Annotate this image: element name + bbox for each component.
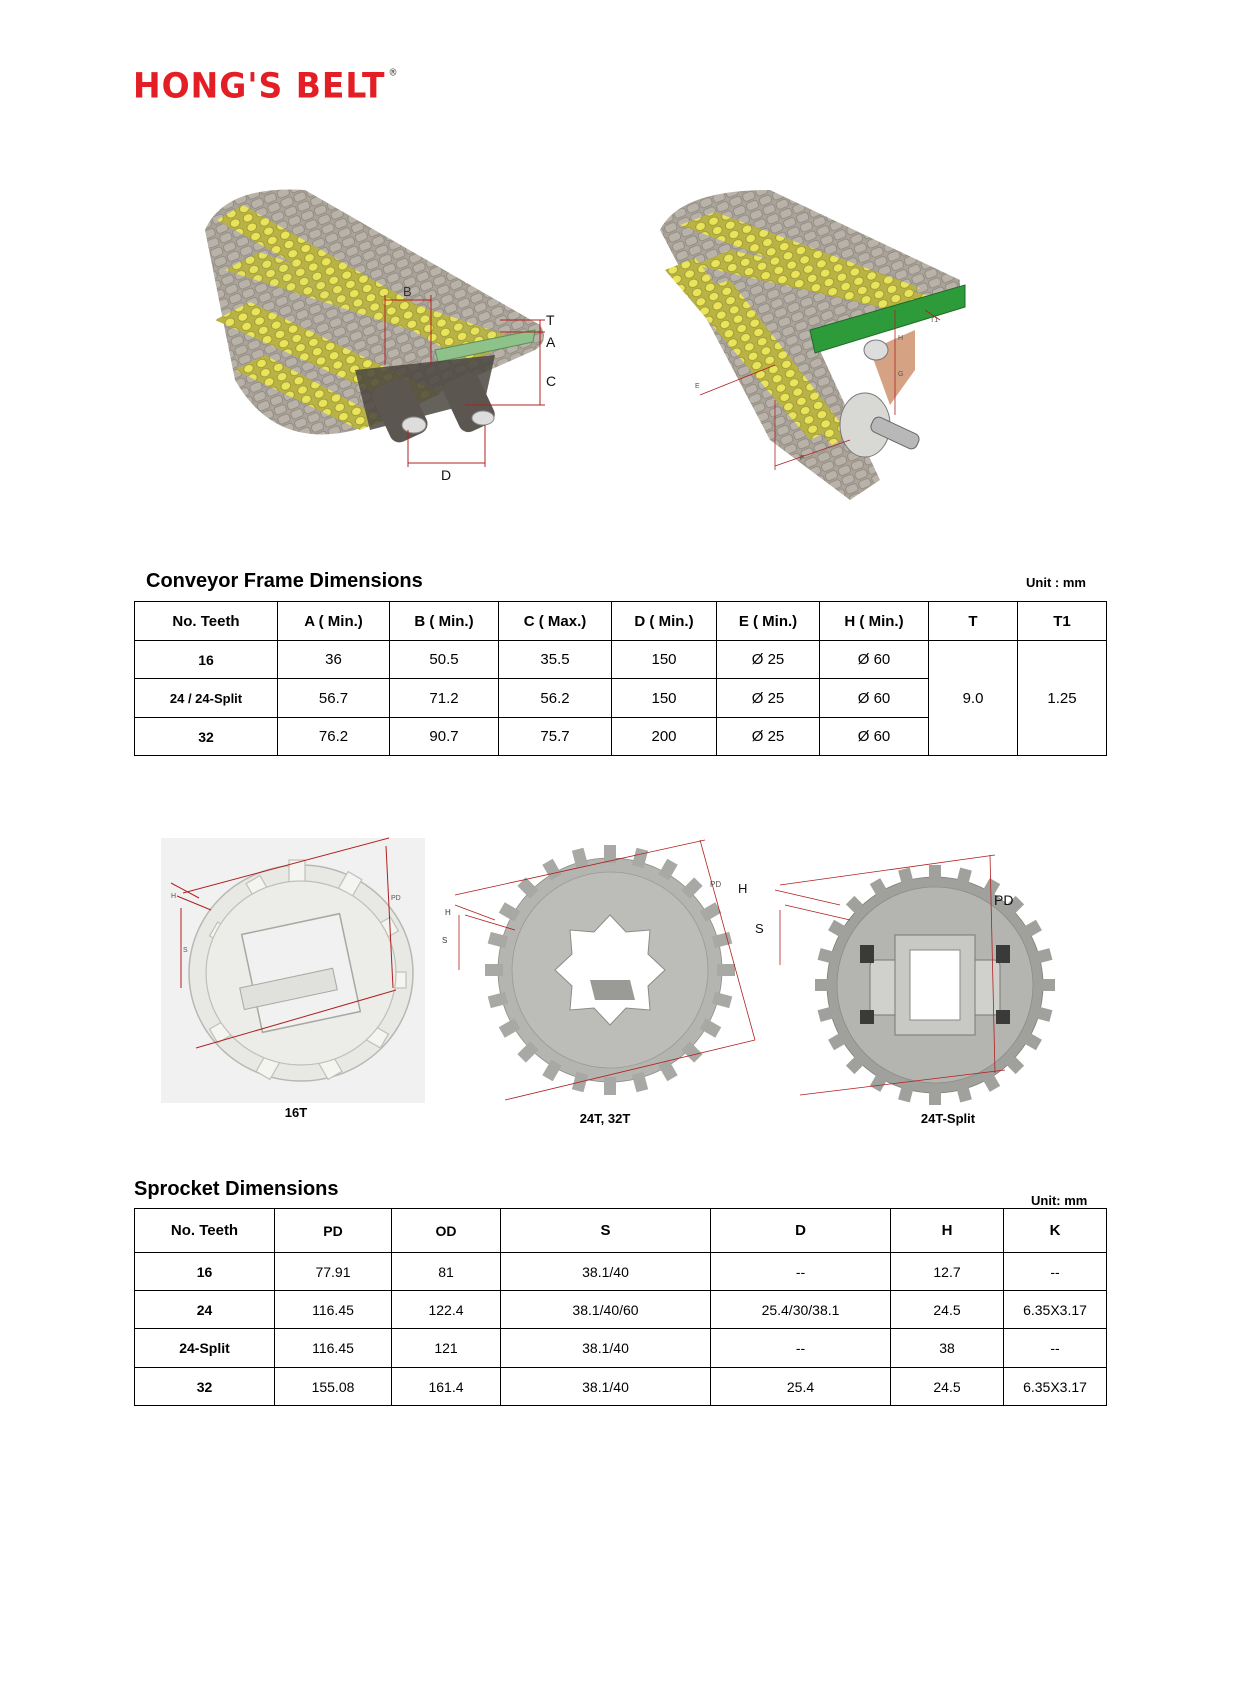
header-h-min: H ( Min.): [820, 602, 929, 641]
cell-a: 36: [278, 641, 390, 679]
sprocket-dimensions-table: [134, 1208, 1107, 1406]
cell-pd: 155.08: [275, 1368, 392, 1406]
pd-label-24t-split: PD: [994, 892, 1014, 908]
cell-s: 38.1/40/60: [501, 1291, 711, 1329]
cell-c: 56.2: [499, 679, 612, 718]
cell-od: 122.4: [392, 1291, 501, 1329]
dim-label-h: H: [898, 335, 904, 342]
pd-label-24t: PD: [710, 880, 722, 889]
sprocket-header-row: [135, 1209, 1107, 1253]
s-label-24t-split: S: [755, 921, 764, 936]
h-label-16t: H: [171, 893, 177, 900]
sprocket-section-title: Sprocket Dimensions: [134, 1178, 339, 1200]
cell-d: 200: [612, 718, 717, 756]
header-no-teeth: No. Teeth: [135, 602, 278, 641]
caption-24t-split: 24T-Split: [920, 1111, 976, 1126]
cell-k: 6.35X3.17: [1004, 1291, 1107, 1329]
header-b-min: B ( Min.): [390, 602, 499, 641]
table-row: [135, 1368, 1107, 1406]
sprocket-figure-24t-32t: [442, 840, 785, 1100]
belt-illustration-left: [195, 180, 615, 510]
header-t1: T1: [1018, 602, 1107, 641]
cell-h: Ø 60: [820, 679, 929, 718]
cell-d: 25.4/30/38.1: [711, 1291, 891, 1329]
cell-d: --: [711, 1329, 891, 1368]
cell-e: Ø 25: [717, 641, 820, 679]
cell-k: 6.35X3.17: [1004, 1368, 1107, 1406]
brand-name: HONG'S BELT: [133, 64, 386, 106]
cell-h: Ø 60: [820, 718, 929, 756]
cell-h: 38: [891, 1329, 1004, 1368]
cell-od: 161.4: [392, 1368, 501, 1406]
cell-d: 150: [612, 641, 717, 679]
dim-label-b: B: [403, 284, 412, 299]
brand-logo: [133, 64, 399, 109]
cell-d: 25.4: [711, 1368, 891, 1406]
table-row: [135, 1329, 1107, 1368]
cell-e: Ø 25: [717, 679, 820, 718]
sprocket-unit-label: Unit: mm: [1031, 1193, 1088, 1208]
registered-mark: ®: [388, 68, 399, 79]
cell-h: 24.5: [891, 1291, 1004, 1329]
table-row: [135, 1253, 1107, 1291]
conveyor-dimensions-table: [134, 601, 1107, 756]
belt-illustration-right: [640, 170, 990, 510]
cell-b: 71.2: [390, 679, 499, 718]
table-row: [135, 641, 1107, 679]
header-pd: PD: [275, 1209, 392, 1253]
cell-c: 35.5: [499, 641, 612, 679]
cell-s: 38.1/40: [501, 1253, 711, 1291]
sprocket-figure-24t-split: [738, 855, 1100, 1105]
cell-k: --: [1004, 1253, 1107, 1291]
cell-pd: 116.45: [275, 1291, 392, 1329]
dim-label-t: T: [546, 312, 555, 328]
row-teeth: 32: [135, 1368, 275, 1406]
cell-e: Ø 25: [717, 718, 820, 756]
cell-t: 9.0: [929, 641, 1018, 756]
caption-16t: 16T: [284, 1105, 308, 1120]
h-label-24t-split: H: [738, 881, 748, 896]
conveyor-unit-label: Unit : mm: [1026, 575, 1086, 590]
table-row: [135, 1291, 1107, 1329]
row-teeth: 24: [135, 1291, 275, 1329]
caption-24t-32t: 24T, 32T: [579, 1111, 631, 1126]
header-t: T: [929, 602, 1018, 641]
cell-t1: 1.25: [1018, 641, 1107, 756]
dim-label-f: F: [800, 455, 805, 462]
row-teeth: 24-Split: [135, 1329, 275, 1368]
cell-h: 12.7: [891, 1253, 1004, 1291]
cell-a: 76.2: [278, 718, 390, 756]
dim-label-a: A: [546, 334, 556, 350]
dim-label-t1: T1: [930, 317, 939, 324]
row-teeth: 24 / 24-Split: [135, 679, 278, 718]
header-s: S: [501, 1209, 711, 1253]
header-a-min: A ( Min.): [278, 602, 390, 641]
s-label-24t: S: [442, 936, 448, 945]
header-c-max: C ( Max.): [499, 602, 612, 641]
cell-k: --: [1004, 1329, 1107, 1368]
cell-a: 56.7: [278, 679, 390, 718]
row-teeth: 32: [135, 718, 278, 756]
cell-od: 81: [392, 1253, 501, 1291]
cell-s: 38.1/40: [501, 1368, 711, 1406]
header-k: K: [1004, 1209, 1107, 1253]
cell-pd: 77.91: [275, 1253, 392, 1291]
cell-d: --: [711, 1253, 891, 1291]
cell-h: 24.5: [891, 1368, 1004, 1406]
conveyor-header-row: [135, 602, 1107, 641]
cell-c: 75.7: [499, 718, 612, 756]
header-h: H: [891, 1209, 1004, 1253]
sprocket-figure-16t: [161, 838, 425, 1103]
pd-label-16t: PD: [391, 895, 401, 902]
row-teeth: 16: [135, 1253, 275, 1291]
header-no-teeth: No. Teeth: [135, 1209, 275, 1253]
conveyor-section-title: Conveyor Frame Dimensions: [146, 570, 423, 592]
row-teeth: 16: [135, 641, 278, 679]
dim-label-d: D: [441, 467, 452, 483]
cell-s: 38.1/40: [501, 1329, 711, 1368]
cell-b: 90.7: [390, 718, 499, 756]
cell-b: 50.5: [390, 641, 499, 679]
header-od: OD: [392, 1209, 501, 1253]
dim-label-c: C: [546, 373, 557, 389]
s-label-16t: S: [183, 947, 188, 954]
header-d-min: D ( Min.): [612, 602, 717, 641]
cell-d: 150: [612, 679, 717, 718]
cell-pd: 116.45: [275, 1329, 392, 1368]
header-d: D: [711, 1209, 891, 1253]
h-label-24t: H: [445, 908, 451, 917]
header-e-min: E ( Min.): [717, 602, 820, 641]
dim-label-g: G: [898, 371, 904, 378]
cell-h: Ø 60: [820, 641, 929, 679]
cell-od: 121: [392, 1329, 501, 1368]
dim-label-e: E: [695, 383, 700, 390]
